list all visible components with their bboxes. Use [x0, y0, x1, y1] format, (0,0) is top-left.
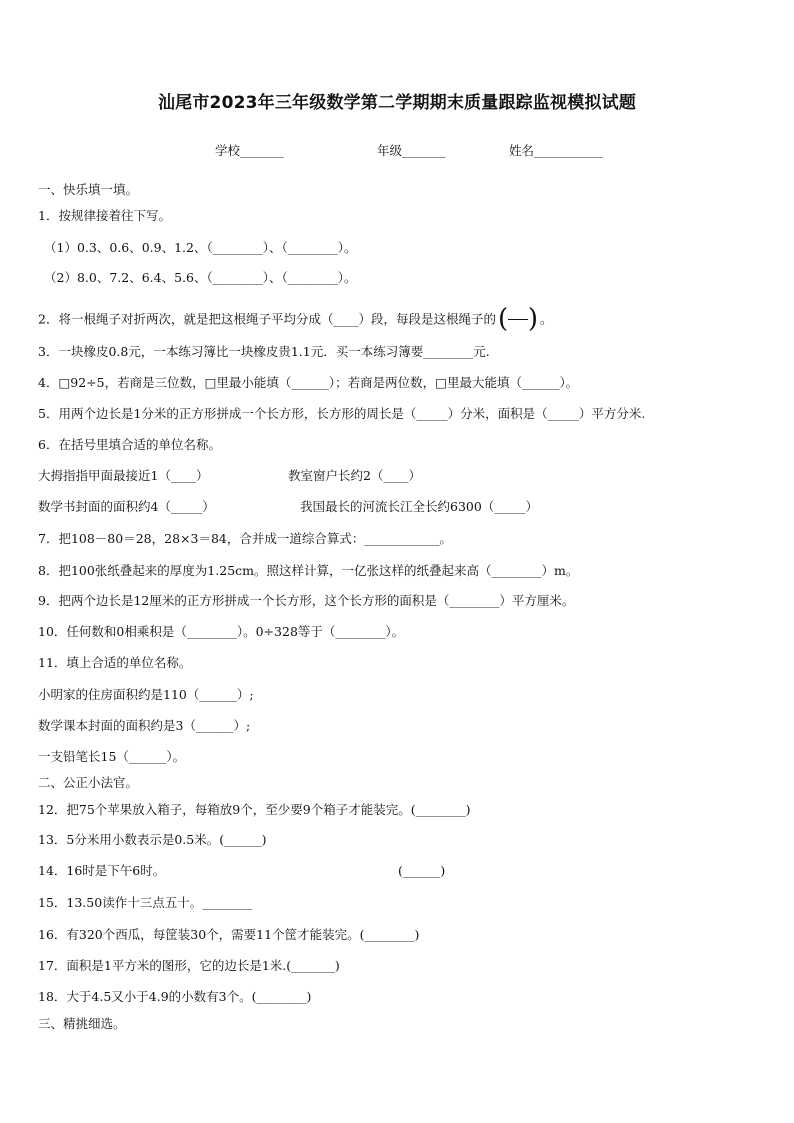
question-8: 8．把100张纸叠起来的厚度为1.25cm。照这样计算，一亿张这样的纸叠起来高（________）m。 [38, 563, 579, 578]
question-13: 13．5分米用小数表示是0.5米。(______) [38, 832, 267, 847]
question-6-item-1: 大拇指指甲面最接近1（____） [38, 468, 209, 483]
question-18: 18．大于4.5又小于4.9的小数有3个。(________) [38, 989, 312, 1004]
school-field: 学校_______ [215, 143, 284, 158]
question-17: 17．面积是1平方米的图形，它的边长是1米.(_______) [38, 958, 340, 973]
question-4: 4．□92÷5，若商是三位数，□里最小能填（______）；若商是两位数，□里最大能填（______）。 [38, 375, 579, 390]
question-2-end: 。 [539, 311, 553, 327]
grade-field: 年级_______ [377, 143, 446, 158]
section-3-heading: 三、精挑细选。 [38, 1016, 126, 1031]
question-5: 5．用两个边长是1分米的正方形拼成一个长方形，长方形的周长是（_____）分米，面积是（_____）平方分米. [38, 406, 646, 421]
question-14: 14．16时是下午6时。 [38, 863, 166, 878]
section-2-heading: 二、公正小法官。 [38, 775, 139, 790]
question-16: 16．有320个西瓜，每筐装30个，需要11个筐才能装完。(________) [38, 927, 420, 942]
question-12: 12．把75个苹果放入箱子，每箱放9个，至少要9个箱子才能装完。(________) [38, 802, 471, 817]
question-10: 10．任何数和0相乘积是（________）。0÷328等于（________）。 [38, 624, 405, 639]
question-1-part-1: （1）0.3、0.6、0.9、1.2、（________）、（________）。 [44, 240, 357, 255]
question-6-item-2: 教室窗户长约2（____） [288, 468, 421, 483]
question-3: 3．一块橡皮0.8元，一本练习簿比一块橡皮贵1.1元．买一本练习簿要________元. [38, 344, 490, 359]
question-15: 15．13.50读作十三点五十。________ [38, 895, 253, 910]
section-1-heading: 一、快乐填一填。 [38, 182, 139, 197]
question-11-item-2: 数学课本封面的面积约是3（______）; [38, 718, 251, 733]
question-2 [38, 306, 552, 334]
fraction-blank: ( ) [497, 304, 538, 334]
question-7: 7．把108－80＝28，28×3＝84，合并成一道综合算式：____________。 [38, 531, 452, 546]
page-title: 汕尾市2023年三年级数学第二学期期末质量跟踪监视模拟试题 [157, 93, 637, 113]
question-2-text: 2．将一根绳子对折两次，就是把这根绳子平均分成（____）段，每段是这根绳子的 [38, 311, 496, 327]
question-6: 6．在括号里填合适的单位名称。 [38, 437, 221, 452]
question-11: 11．填上合适的单位名称。 [38, 655, 192, 670]
question-14-answer: (______) [398, 863, 446, 878]
question-1-part-2: （2）8.0、7.2、6.4、5.6、（________）、（________）。 [44, 270, 357, 285]
question-11-item-3: 一支铅笔长15（______）。 [38, 749, 186, 764]
question-11-item-1: 小明家的住房面积约是110（______）; [38, 687, 254, 702]
question-6-item-4: 我国最长的河流长江全长约6300（_____） [300, 499, 539, 514]
question-1: 1．按规律接着往下写。 [38, 208, 171, 223]
question-9: 9．把两个边长是12厘米的正方形拼成一个长方形，这个长方形的面积是（________）平方厘米。 [38, 593, 575, 608]
question-6-item-3: 数学书封面的面积约4（_____） [38, 499, 215, 514]
name-field: 姓名___________ [509, 143, 603, 158]
